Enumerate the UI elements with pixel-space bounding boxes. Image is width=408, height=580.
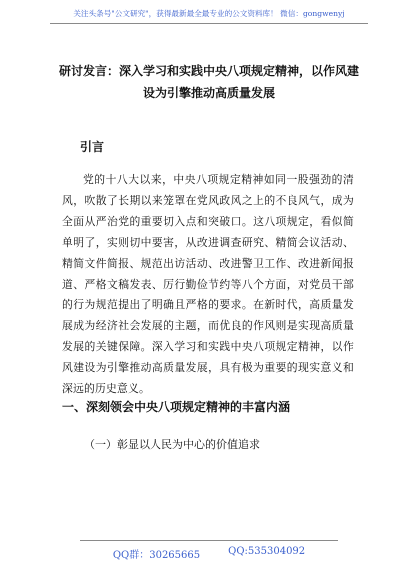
footer-qq-group: QQ群：30265665 [112,550,201,561]
intro-paragraph: 党的十八大以来，中央八项规定精神如同一股强劲的清风，吹散了长期以来笼罩在党风政风之上的不良风气，成为全面从严治党的重要切入点和突破口。这八项规定，看似简单明了，实则切中要害，从改进调查研究、精简会议活动、精简文件简报、规范出访活动、改进警卫工作、改进新闻报道、严格文稿发表、厉行勤俭节约等八个方面，对党员干部的行为规范提出了明确且严格的要求。在新时代，高质量发展成为经济社会发展的主题，而优良的作风则是实现高质量发展的关键保障。深入学习和实践中央八项规定精神，以作风建设为引擎推动高质量发展，具有极为重要的现实意义和深远的历史意义。 [62,173,354,396]
intro-heading: 引言 [80,140,105,154]
footer [80,540,338,561]
section-heading-1: 一、深刻领会中央八项规定精神的丰富内涵 [62,400,291,414]
document-title: 研讨发言：深入学习和实践中央八项规定精神，以作风建设为引擎推动高质量发展 [58,64,359,100]
footer-qq: QQ:535304092 [228,546,306,557]
subsection-heading-1: （一）彰显以人民为中心的价值追求 [84,438,260,451]
header-banner: 关注头条号"公文研究"，获得最新最全最专业的公文资料库！ 微信：gongwenyj [50,8,368,24]
